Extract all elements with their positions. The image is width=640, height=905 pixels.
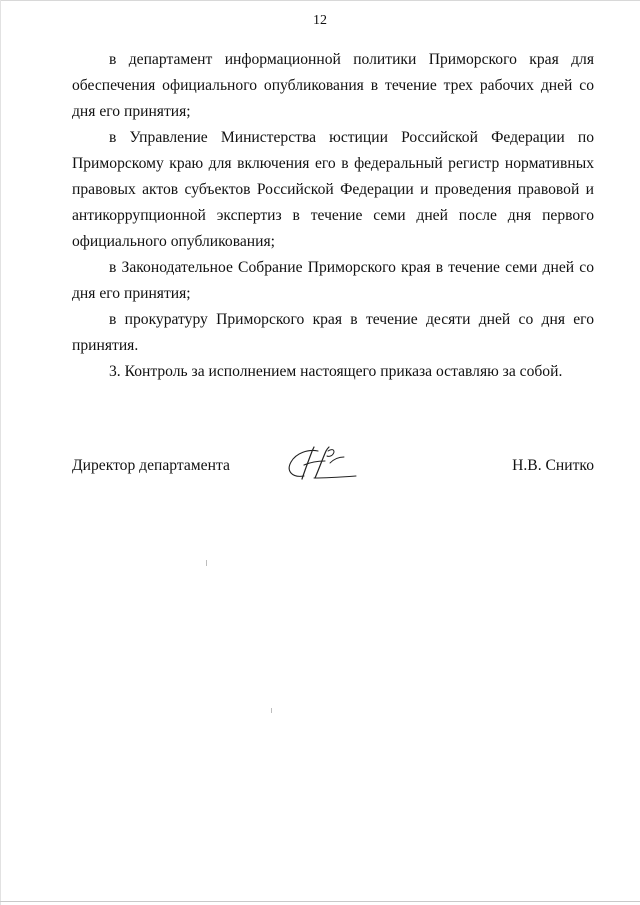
scan-speck	[206, 560, 207, 566]
signer-title: Директор департамента	[72, 457, 230, 474]
paragraph-press-department: в департамент информационной политики Приморского края для обеспечения официального опубликования в течение трех рабочих дней со дня его принятия;	[72, 51, 594, 120]
paragraph-ministry-of-justice: в Управление Министерства юстиции Российской Федерации по Приморскому краю для включения его в федеральный регистр нормативных правовых актов субъектов Российской Федерации и проведения правовой и антикоррупционной экспертиз в течение семи дней после дня первого официального опубликования;	[72, 129, 594, 250]
scan-speck	[271, 708, 272, 713]
paragraph-legislative-assembly: в Законодательное Собрание Приморского края в течение семи дней со дня его принятия;	[72, 259, 594, 302]
signer-name: Н.В. Снитко	[512, 457, 594, 474]
paragraph-prosecutor-office: в прокуратуру Приморского края в течение десяти дней со дня его принятия.	[72, 311, 594, 354]
document-body	[72, 47, 594, 385]
scan-edge-left	[0, 0, 1, 905]
page-number: 12	[313, 13, 327, 28]
signature-block	[72, 445, 594, 495]
paragraph-control-clause: 3. Контроль за исполнением настоящего приказа оставляю за собой.	[109, 363, 563, 380]
scan-edge-top	[0, 0, 640, 1]
scan-edge-bottom	[0, 901, 640, 902]
handwritten-signature	[284, 445, 358, 485]
